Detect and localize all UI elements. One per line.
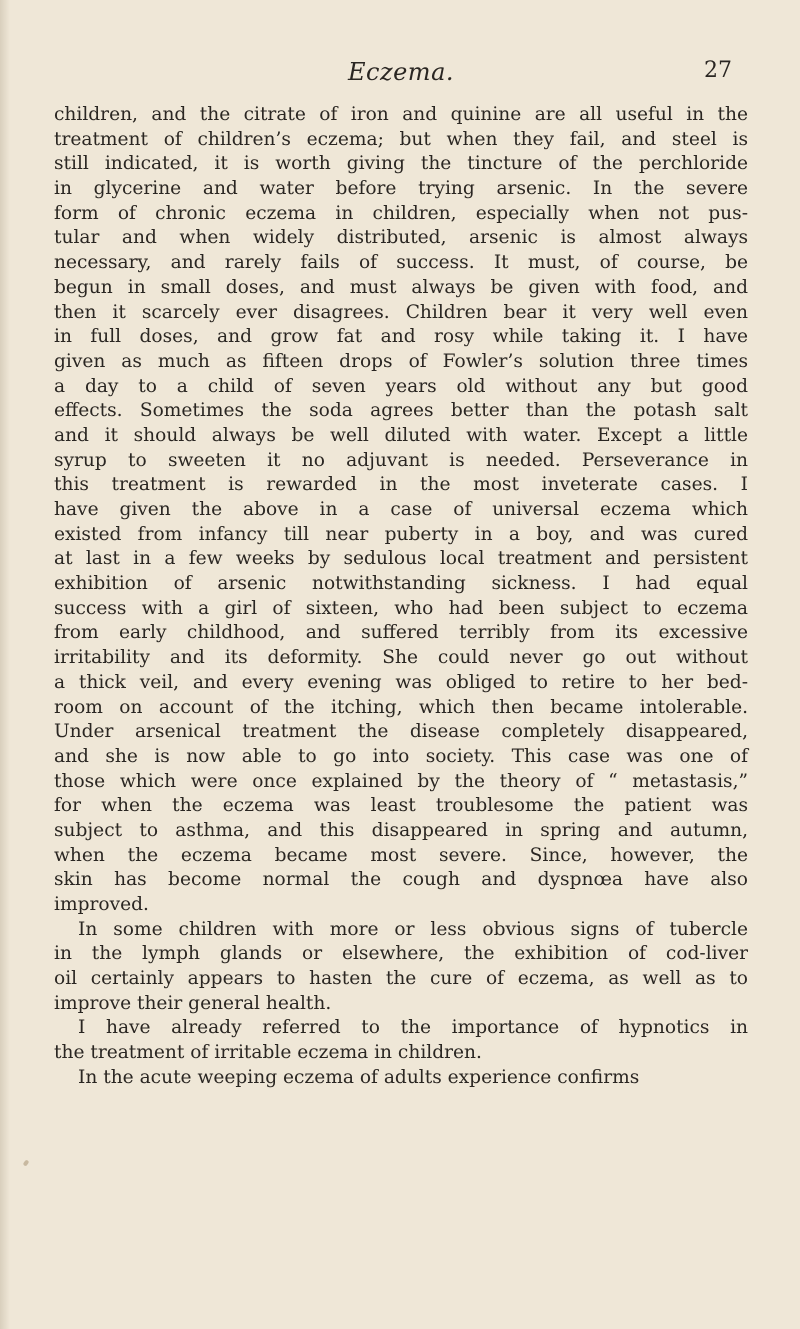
- text-line: those which were once explained by the theory of “ metastasis,”: [54, 770, 748, 792]
- text-line: necessary, and rarely fails of success. It must, of course, be: [54, 252, 748, 274]
- text-line: in the lymph glands or elsewhere, the exhibition of cod-liver: [54, 943, 748, 965]
- text-line: a day to a child of seven years old without any but good: [54, 375, 748, 397]
- text-line: in full doses, and grow fat and rosy while taking it. I have: [54, 326, 748, 348]
- text-line: existed from infancy till near puberty in a boy, and was cured: [54, 523, 748, 545]
- text-line: In the acute weeping eczema of adults experience confirms: [78, 1066, 640, 1088]
- text-line: improved.: [54, 894, 149, 915]
- text-line: improve their general health.: [54, 992, 332, 1014]
- text-line: children, and the citrate of iron and quinine are all useful in the: [54, 104, 748, 125]
- spine-shadow: [0, 0, 10, 1329]
- text-line: form of chronic eczema in children, especially when not pus-: [54, 202, 748, 224]
- text-line: this treatment is rewarded in the most inveterate cases. I: [54, 474, 748, 496]
- text-line: and it should always be well diluted with water. Except a little: [54, 424, 748, 446]
- text-line: Under arsenical treatment the disease completely disappeared,: [54, 721, 748, 743]
- text-line: irritability and its deformity. She could never go out without: [54, 647, 748, 669]
- text-line: a thick veil, and every evening was obliged to retire to her bed-: [54, 671, 748, 693]
- running-title: Eczema.: [348, 58, 455, 86]
- text-line: for when the eczema was least troublesome the patient was: [54, 795, 748, 817]
- text-line: begun in small doses, and must always be given with food, and: [54, 276, 748, 298]
- text-line: skin has become normal the cough and dyspnœa have also: [54, 869, 748, 891]
- text-line: oil certainly appears to hasten the cure of eczema, as well as to: [54, 968, 748, 990]
- text-line: when the eczema became most severe. Since, however, the: [54, 844, 748, 866]
- text-line: tular and when widely distributed, arsenic is almost always: [54, 227, 748, 249]
- text-line: the treatment of irritable eczema in children.: [54, 1042, 482, 1064]
- page-header: [0, 58, 800, 88]
- text-line: In some children with more or less obvious signs of tubercle: [78, 918, 748, 940]
- text-line: subject to asthma, and this disappeared in spring and autumn,: [54, 819, 748, 841]
- text-line: treatment of children’s eczema; but when they fail, and steel is: [54, 128, 748, 150]
- body-text: [54, 103, 748, 1091]
- text-line: in glycerine and water before trying arsenic. In the severe: [54, 178, 748, 200]
- text-line: success with a girl of sixteen, who had been subject to eczema: [54, 597, 748, 619]
- text-line: have given the above in a case of universal eczema which: [54, 499, 748, 520]
- text-line: still indicated, it is worth giving the tincture of the perchloride: [54, 153, 748, 175]
- text-line: at last in a few weeks by sedulous local treatment and persistent: [54, 548, 748, 570]
- page-number: 27: [704, 58, 732, 83]
- text-line: from early childhood, and suffered terribly from its excessive: [54, 622, 748, 644]
- text-line: exhibition of arsenic notwithstanding sickness. I had equal: [54, 573, 748, 595]
- paper-speck: [23, 1159, 30, 1166]
- text-line: syrup to sweeten it no adjuvant is needed. Perseverance in: [54, 449, 748, 471]
- text-line: given as much as fifteen drops of Fowler’s solution three times: [54, 350, 748, 372]
- text-line: and she is now able to go into society. This case was one of: [54, 745, 748, 767]
- text-line: then it scarcely ever disagrees. Children bear it very well even: [54, 301, 748, 323]
- text-line: effects. Sometimes the soda agrees better than the potash salt: [54, 400, 748, 422]
- text-line: I have already referred to the importance of hypnotics in: [78, 1017, 748, 1039]
- text-line: room on account of the itching, which then became intolerable.: [54, 696, 748, 718]
